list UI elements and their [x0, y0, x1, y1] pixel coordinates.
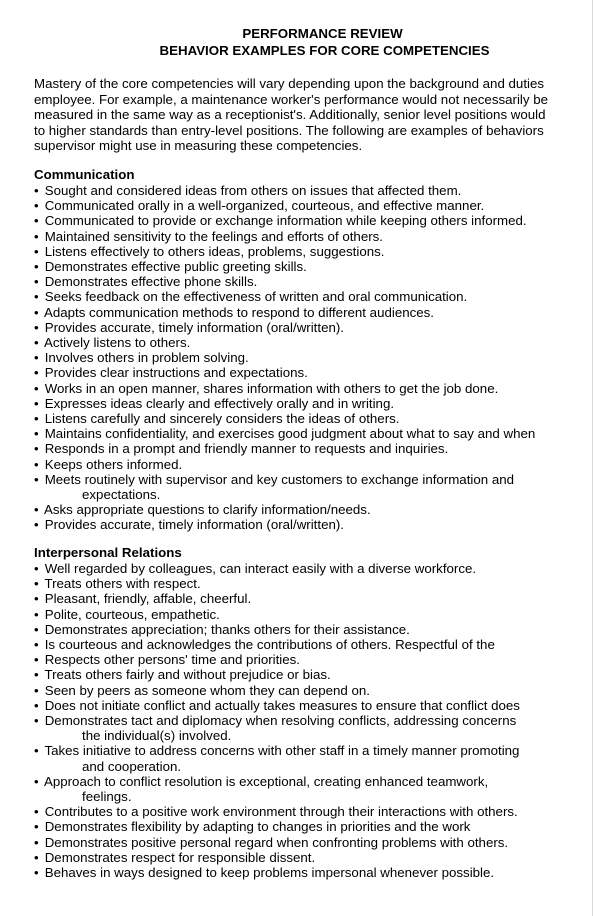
- communication-heading: Communication: [34, 167, 135, 182]
- interpersonal-section: [34, 545, 582, 880]
- list-item: • Provides clear instructions and expectations.: [34, 365, 308, 381]
- list-item: • Treats others fairly and without prejudice or bias.: [34, 667, 331, 683]
- list-item: • Treats others with respect.: [34, 576, 201, 592]
- bullet-icon: •: [34, 274, 39, 290]
- list-item: • Is courteous and acknowledges the contributions of others. Respectful of the: [34, 637, 495, 653]
- list-item: • Maintains confidentiality, and exercises good judgment about what to say and when: [34, 426, 536, 442]
- bullet-icon: •: [34, 621, 39, 637]
- list-item: • Meets routinely with supervisor and key customers to exchange information and expectations.: [34, 472, 582, 502]
- list-item: • Polite, courteous, empathetic.: [34, 606, 220, 622]
- list-item: • Contributes to a positive work environment through their interactions with others.: [34, 804, 518, 820]
- list-item: • Provides accurate, timely information (oral/written).: [34, 517, 344, 533]
- bullet-icon: •: [34, 426, 39, 442]
- bullet-icon: •: [34, 849, 39, 865]
- intro-paragraph: Mastery of the core competencies will vary depending upon the background and duties employee. For example, a maintenance worker's performance would not necessarily be measured in the same way as a receptionist's. Additionally, senior level positions would to higher standards than entry-level positions. The following are examples of behaviors supervisor might use in measuring these competencies.: [34, 76, 548, 154]
- bullet-icon: •: [34, 591, 39, 607]
- list-item: • Listens carefully and sincerely considers the ideas of others.: [34, 411, 400, 427]
- list-item: • Seen by peers as someone whom they can depend on.: [34, 682, 370, 698]
- list-item: • Demonstrates respect for responsible dissent.: [34, 849, 316, 865]
- bullet-icon: •: [34, 289, 39, 305]
- list-item: • Does not initiate conflict and actually takes measures to ensure that conflict does: [34, 697, 520, 713]
- list-item: • Listens effectively to others ideas, problems, suggestions.: [34, 243, 385, 259]
- bullet-icon: •: [34, 637, 39, 653]
- list-item: • Seeks feedback on the effectiveness of written and oral communication.: [34, 289, 468, 305]
- list-item: • Demonstrates tact and diplomacy when resolving conflicts, addressing concerns the individual(s) involved.: [34, 713, 582, 743]
- bullet-icon: •: [34, 380, 39, 396]
- bullet-icon: •: [34, 743, 39, 759]
- list-item: • Pleasant, friendly, affable, cheerful.: [34, 591, 252, 607]
- document-title: PERFORMANCE REVIEW: [242, 26, 403, 41]
- bullet-icon: •: [34, 259, 39, 275]
- bullet-icon: •: [34, 319, 39, 335]
- list-item: • Actively listens to others.: [34, 335, 191, 351]
- bullet-icon: •: [34, 350, 39, 366]
- bullet-icon: •: [34, 804, 39, 820]
- list-item: • Respects other persons' time and priorities.: [34, 652, 300, 668]
- list-item: • Well regarded by colleagues, can interact easily with a diverse workforce.: [34, 561, 477, 576]
- communication-section: [34, 167, 582, 533]
- bullet-icon: •: [34, 819, 39, 835]
- list-item: • Involves others in problem solving.: [34, 350, 249, 366]
- list-item: • Communicated to provide or exchange information while keeping others informed.: [34, 213, 527, 229]
- bullet-icon: •: [34, 228, 39, 244]
- list-item: • Responds in a prompt and friendly manner to requests and inquiries.: [34, 441, 449, 457]
- bullet-icon: •: [34, 441, 39, 457]
- list-item: • Behaves in ways designed to keep problems impersonal whenever possible.: [34, 865, 495, 881]
- document-subtitle: BEHAVIOR EXAMPLES FOR CORE COMPETENCIES: [159, 43, 490, 58]
- list-item: • Demonstrates effective public greeting skills.: [34, 259, 307, 275]
- list-item: • Demonstrates positive personal regard when confronting problems with others.: [34, 834, 509, 850]
- bullet-icon: •: [34, 713, 39, 729]
- list-item-continuation: the individual(s) involved.: [82, 728, 232, 744]
- list-item: • Works in an open manner, shares information with others to get the job done.: [34, 380, 499, 396]
- bullet-icon: •: [34, 183, 39, 198]
- list-item: • Demonstrates appreciation; thanks others for their assistance.: [34, 621, 410, 637]
- bullet-icon: •: [34, 517, 39, 533]
- bullet-icon: •: [34, 667, 39, 683]
- document-title-block: [0, 25, 593, 59]
- bullet-icon: •: [34, 304, 39, 320]
- bullet-icon: •: [34, 561, 39, 576]
- list-item-continuation: feelings.: [82, 789, 132, 805]
- bullet-icon: •: [34, 652, 39, 668]
- communication-list: [34, 183, 582, 533]
- bullet-icon: •: [34, 502, 39, 518]
- bullet-icon: •: [34, 682, 39, 698]
- list-item: • Expresses ideas clearly and effectively orally and in writing.: [34, 395, 395, 411]
- bullet-icon: •: [34, 865, 39, 881]
- list-item: • Asks appropriate questions to clarify information/needs.: [34, 502, 371, 518]
- bullet-icon: •: [34, 697, 39, 713]
- bullet-icon: •: [34, 335, 39, 351]
- list-item: • Provides accurate, timely information (oral/written).: [34, 319, 344, 335]
- list-item: • Demonstrates flexibility by adapting to changes in priorities and the work: [34, 819, 471, 835]
- interpersonal-heading: Interpersonal Relations: [34, 545, 182, 560]
- bullet-icon: •: [34, 456, 39, 472]
- list-item: • Approach to conflict resolution is exceptional, creating enhanced teamwork, feelings.: [34, 774, 582, 804]
- bullet-icon: •: [34, 471, 39, 487]
- bullet-icon: •: [34, 198, 39, 214]
- bullet-icon: •: [34, 576, 39, 592]
- list-item: • Sought and considered ideas from others on issues that affected them.: [34, 183, 462, 198]
- bullet-icon: •: [34, 243, 39, 259]
- bullet-icon: •: [34, 213, 39, 229]
- bullet-icon: •: [34, 365, 39, 381]
- list-item-continuation: expectations.: [82, 487, 161, 503]
- list-item: • Adapts communication methods to respond to different audiences.: [34, 304, 434, 320]
- bullet-icon: •: [34, 834, 39, 850]
- list-item: • Communicated orally in a well-organized, courteous, and effective manner.: [34, 198, 485, 214]
- list-item: • Takes initiative to address concerns with other staff in a timely manner promoting and cooperation.: [34, 743, 582, 773]
- interpersonal-list: [34, 561, 582, 880]
- list-item: • Demonstrates effective phone skills.: [34, 274, 258, 290]
- list-item: • Keeps others informed.: [34, 456, 183, 472]
- bullet-icon: •: [34, 395, 39, 411]
- list-item: • Maintained sensitivity to the feelings and efforts of others.: [34, 228, 383, 244]
- bullet-icon: •: [34, 606, 39, 622]
- bullet-icon: •: [34, 773, 39, 789]
- bullet-icon: •: [34, 411, 39, 427]
- list-item-continuation: and cooperation.: [82, 758, 182, 774]
